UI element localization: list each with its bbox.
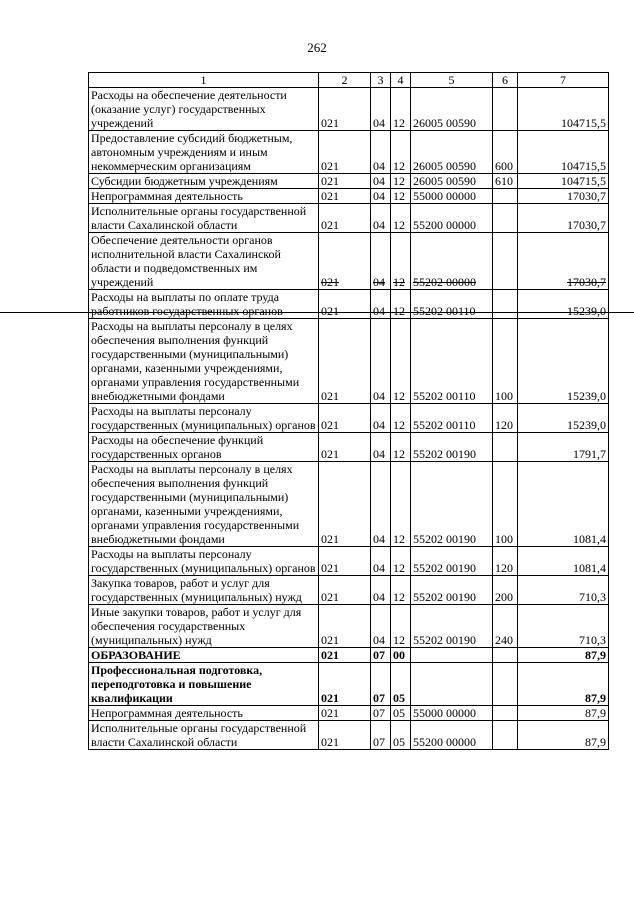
target-code: 26005 00590 [411, 131, 493, 174]
row-name: Расходы на выплаты персоналу в целях обеспечения выполнения функций государственными (муниципальными) органами, казенными учреждениями, органами управления государственными внебюджетными фондами [89, 319, 319, 404]
section-code: 04 [371, 433, 391, 462]
target-code: 55202 00190 [411, 433, 493, 462]
target-code: 55200 00000 [411, 204, 493, 233]
table-row [89, 233, 609, 290]
table-row [89, 462, 609, 547]
expense-type: 100 [493, 462, 518, 547]
section-code: 04 [371, 131, 391, 174]
row-name: Непрограммная деятельность [89, 189, 319, 204]
target-code: 26005 00590 [411, 88, 493, 131]
table-row [89, 605, 609, 648]
section-code [371, 233, 391, 290]
table-row [89, 433, 609, 462]
amount: 710,3 [518, 605, 609, 648]
section-code: 07 [371, 663, 391, 706]
amount: 1791,7 [518, 433, 609, 462]
section-code: 04 [371, 319, 391, 404]
target-code: 26005 00590 [411, 174, 493, 189]
expense-type [493, 721, 518, 750]
amount: 1081,4 [518, 462, 609, 547]
expense-type [493, 648, 518, 663]
amount: 87,9 [518, 648, 609, 663]
table-row [89, 547, 609, 576]
admin-code: 021 [319, 404, 371, 433]
row-name: Непрограммная деятельность [89, 706, 319, 721]
row-name: ОБРАЗОВАНИЕ [89, 648, 319, 663]
subsection-code: 05 [391, 706, 411, 721]
column-header: 1 [89, 73, 319, 88]
row-name: Обеспечение деятельности органов исполнительной власти Сахалинской области и подведомственных им учреждений [89, 233, 319, 290]
row-name: Расходы на выплаты персоналу государственных (муниципальных) органов [89, 547, 319, 576]
expense-type: 120 [493, 547, 518, 576]
expense-type [493, 290, 518, 319]
row-name: Исполнительные органы государственной власти Сахалинской области [89, 204, 319, 233]
table-row [89, 131, 609, 174]
target-code: 55202 00110 [411, 290, 493, 319]
expense-type [493, 706, 518, 721]
subsection-code: 00 [391, 648, 411, 663]
expense-type: 600 [493, 131, 518, 174]
expense-type [493, 233, 518, 290]
subsection-code: 12 [391, 462, 411, 547]
table-row [89, 204, 609, 233]
target-code: 55202 00190 [411, 576, 493, 605]
amount: 87,9 [518, 721, 609, 750]
expense-type: 240 [493, 605, 518, 648]
admin-code: 021 [319, 204, 371, 233]
subsection-code: 05 [391, 663, 411, 706]
row-name: Расходы на обеспечение функций государственных органов [89, 433, 319, 462]
budget-table [88, 72, 609, 750]
target-code [411, 233, 493, 290]
amount: 87,9 [518, 706, 609, 721]
expense-type [493, 663, 518, 706]
target-code: 55000 00000 [411, 189, 493, 204]
expense-type [493, 433, 518, 462]
row-name: Профессиональная подготовка, переподготовка и повышение квалификации [89, 663, 319, 706]
section-code: 07 [371, 721, 391, 750]
admin-code: 021 [319, 706, 371, 721]
section-code: 07 [371, 706, 391, 721]
column-header: 7 [518, 73, 609, 88]
amount: 87,9 [518, 663, 609, 706]
subsection-code [391, 233, 411, 290]
table-row [89, 88, 609, 131]
target-code: 55000 00000 [411, 706, 493, 721]
section-code: 04 [371, 605, 391, 648]
subsection-code: 12 [391, 576, 411, 605]
admin-code: 021 [319, 576, 371, 605]
row-name: Предоставление субсидий бюджетным, автономным учреждениям и иным некоммерческим организациям [89, 131, 319, 174]
amount: 15239,0 [518, 404, 609, 433]
subsection-code: 12 [391, 290, 411, 319]
target-code: 55202 00190 [411, 605, 493, 648]
section-code: 04 [371, 462, 391, 547]
expense-type [493, 189, 518, 204]
table-row [89, 648, 609, 663]
row-name: Закупка товаров, работ и услуг для государственных (муниципальных) нужд [89, 576, 319, 605]
section-code: 04 [371, 576, 391, 605]
admin-code: 021 [319, 547, 371, 576]
section-code: 04 [371, 204, 391, 233]
subsection-code: 12 [391, 204, 411, 233]
admin-code: 021 [319, 433, 371, 462]
subsection-code: 12 [391, 88, 411, 131]
admin-code [319, 233, 371, 290]
column-header: 3 [371, 73, 391, 88]
subsection-code: 12 [391, 433, 411, 462]
target-code [411, 648, 493, 663]
page-number: 262 [307, 40, 327, 55]
admin-code: 021 [319, 189, 371, 204]
section-code: 04 [371, 290, 391, 319]
expense-type [493, 88, 518, 131]
expense-type: 100 [493, 319, 518, 404]
table-row [89, 663, 609, 706]
struck-value: 021 [321, 275, 339, 289]
struck-value: 55202 00000 [413, 275, 476, 289]
section-code: 04 [371, 88, 391, 131]
subsection-code: 12 [391, 605, 411, 648]
target-code: 55202 00110 [411, 404, 493, 433]
target-code: 55202 00190 [411, 547, 493, 576]
expense-type: 200 [493, 576, 518, 605]
row-name: Расходы на обеспечение деятельности (оказание услуг) государственных учреждений [89, 88, 319, 131]
expense-type: 610 [493, 174, 518, 189]
amount: 17030,7 [518, 204, 609, 233]
struck-value: 17030,7 [567, 275, 606, 289]
admin-code: 021 [319, 648, 371, 663]
table-row [89, 290, 609, 319]
subsection-code: 12 [391, 174, 411, 189]
target-code [411, 663, 493, 706]
table-row [89, 404, 609, 433]
target-code: 55200 00000 [411, 721, 493, 750]
row-name: Иные закупки товаров, работ и услуг для обеспечения государственных (муниципальных) нужд [89, 605, 319, 648]
target-code: 55202 00190 [411, 462, 493, 547]
column-header: 2 [319, 73, 371, 88]
admin-code: 021 [319, 88, 371, 131]
admin-code: 021 [319, 290, 371, 319]
column-header: 6 [493, 73, 518, 88]
table-row [89, 706, 609, 721]
amount [518, 233, 609, 290]
section-code: 07 [371, 648, 391, 663]
subsection-code: 12 [391, 404, 411, 433]
row-name: Субсидии бюджетным учреждениям [89, 174, 319, 189]
expense-type: 120 [493, 404, 518, 433]
row-name: Расходы на выплаты персоналу в целях обеспечения выполнения функций государственными (муниципальными) органами, казенными учреждениями, органами управления государственными внебюджетными фондами [89, 462, 319, 547]
admin-code: 021 [319, 605, 371, 648]
subsection-code: 12 [391, 547, 411, 576]
subsection-code: 05 [391, 721, 411, 750]
table-header-row [89, 73, 609, 88]
table-row [89, 576, 609, 605]
admin-code: 021 [319, 319, 371, 404]
amount: 17030,7 [518, 189, 609, 204]
table-row [89, 174, 609, 189]
amount: 1081,4 [518, 547, 609, 576]
column-header: 5 [411, 73, 493, 88]
row-name: Расходы на выплаты персоналу государственных (муниципальных) органов [89, 404, 319, 433]
subsection-code: 12 [391, 131, 411, 174]
amount: 15239,0 [518, 290, 609, 319]
amount: 710,3 [518, 576, 609, 605]
expense-type [493, 204, 518, 233]
column-header: 4 [391, 73, 411, 88]
admin-code: 021 [319, 174, 371, 189]
amount: 104715,5 [518, 174, 609, 189]
section-code: 04 [371, 547, 391, 576]
admin-code: 021 [319, 131, 371, 174]
admin-code: 021 [319, 663, 371, 706]
amount: 104715,5 [518, 131, 609, 174]
table-row [89, 721, 609, 750]
section-code: 04 [371, 189, 391, 204]
admin-code: 021 [319, 462, 371, 547]
section-code: 04 [371, 404, 391, 433]
table-row [89, 319, 609, 404]
subsection-code: 12 [391, 189, 411, 204]
row-name: Исполнительные органы государственной власти Сахалинской области [89, 721, 319, 750]
table-row [89, 189, 609, 204]
amount: 104715,5 [518, 88, 609, 131]
subsection-code: 12 [391, 319, 411, 404]
row-name: Расходы на выплаты по оплате труда работников государственных органов [89, 290, 319, 319]
amount: 15239,0 [518, 319, 609, 404]
target-code: 55202 00110 [411, 319, 493, 404]
struck-value: 04 [373, 275, 385, 289]
section-code: 04 [371, 174, 391, 189]
admin-code: 021 [319, 721, 371, 750]
struck-value: 12 [393, 275, 405, 289]
